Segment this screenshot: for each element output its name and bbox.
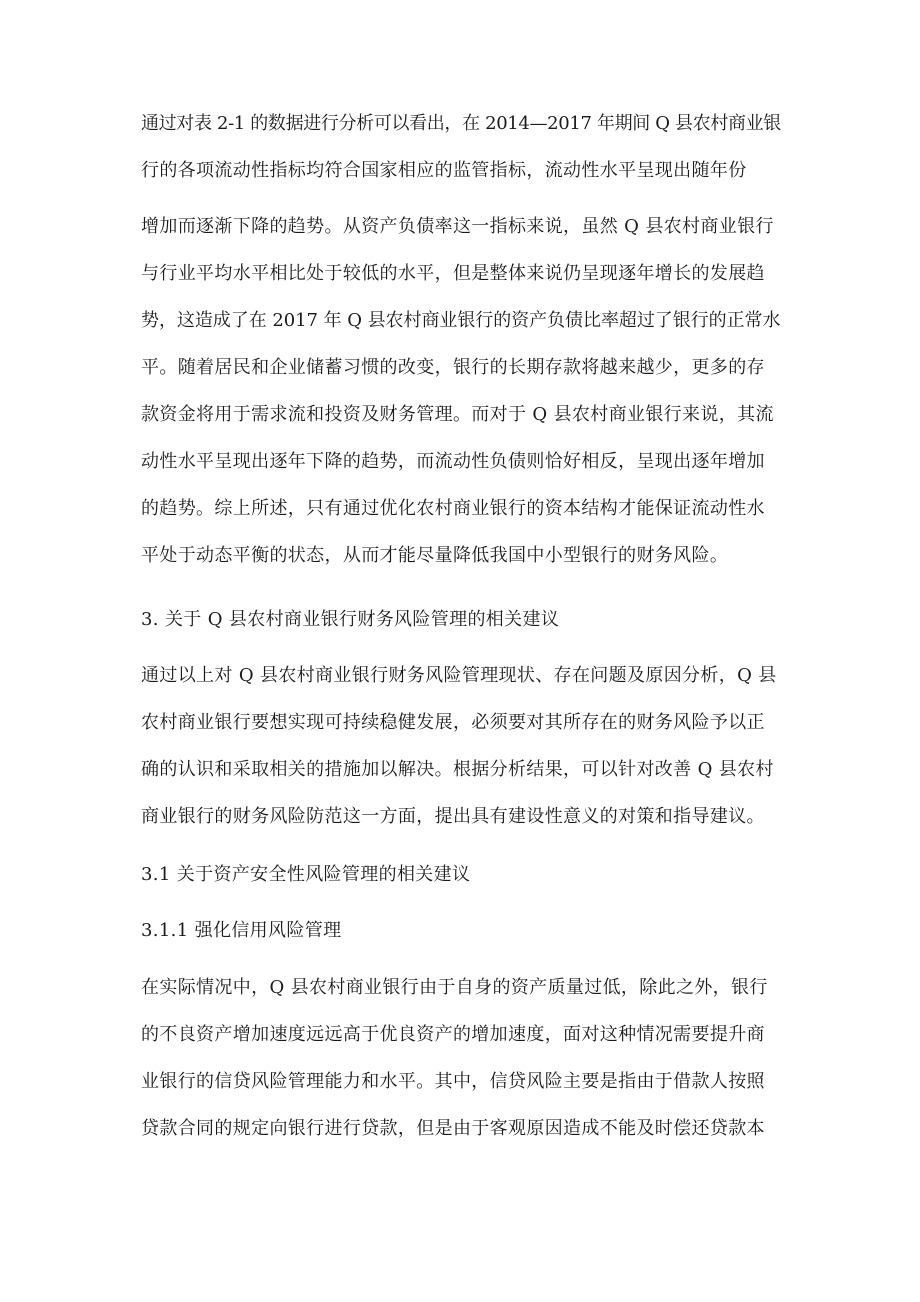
paragraph-line: 行的各项流动性指标均符合国家相应的监管指标，流动性水平呈现出随年份 xyxy=(141,160,747,181)
paragraph-line: 的不良资产增加速度远远高于优良资产的增加速度，面对这种情况需要提升商 xyxy=(141,1024,765,1045)
paragraph-line: 款资金将用于需求流和投资及财务管理。而对于 Q 县农村商业银行来说，其流 xyxy=(141,404,774,425)
subsection-heading: 3.1 关于资产安全性风险管理的相关建议 xyxy=(141,864,471,885)
paragraph-line: 商业银行的财务风险防范这一方面，提出具有建设性意义的对策和指导建议。 xyxy=(141,806,765,827)
paragraph-line: 动性水平呈现出逐年下降的趋势，而流动性负债则恰好相反，呈现出逐年增加 xyxy=(141,451,765,472)
paragraph-line: 通过以上对 Q 县农村商业银行财务风险管理现状、存在问题及原因分析，Q 县 xyxy=(141,665,777,686)
paragraph-line: 的趋势。综上所述，只有通过优化农村商业银行的资本结构才能保证流动性水 xyxy=(141,498,765,519)
subsubsection-heading: 3.1.1 强化信用风险管理 xyxy=(141,920,342,941)
paragraph-line: 平。随着居民和企业储蓄习惯的改变，银行的长期存款将越来越少，更多的存 xyxy=(141,357,765,378)
paragraph-line: 平处于动态平衡的状态，从而才能尽量降低我国中小型银行的财务风险。 xyxy=(141,545,729,566)
paragraph-line: 农村商业银行要想实现可持续稳健发展，必须要对其所存在的财务风险予以正 xyxy=(141,712,765,733)
paragraph-line: 确的认识和采取相关的措施加以解决。根据分析结果，可以针对改善 Q 县农村 xyxy=(141,759,774,780)
paragraph-line: 势，这造成了在 2017 年 Q 县农村商业银行的资产负债比率超过了银行的正常水 xyxy=(141,310,781,331)
paragraph-line: 业银行的信贷风险管理能力和水平。其中，信贷风险主要是指由于借款人按照 xyxy=(141,1071,765,1092)
paragraph-line: 贷款合同的规定向银行进行贷款，但是由于客观原因造成不能及时偿还贷款本 xyxy=(141,1118,765,1139)
paragraph-line: 与行业平均水平相比处于较低的水平，但是整体来说仍呈现逐年增长的发展趋 xyxy=(141,263,765,284)
paragraph-line: 增加而逐渐下降的趋势。从资产负债率这一指标来说，虽然 Q 县农村商业银行 xyxy=(141,216,774,237)
paragraph-line: 通过对表 2-1 的数据进行分析可以看出，在 2014—2017 年期间 Q 县农村商业银 xyxy=(141,113,781,134)
section-heading: 3. 关于 Q 县农村商业银行财务风险管理的相关建议 xyxy=(141,609,560,630)
paragraph-line: 在实际情况中，Q 县农村商业银行由于自身的资产质量过低，除此之外，银行 xyxy=(141,977,768,998)
